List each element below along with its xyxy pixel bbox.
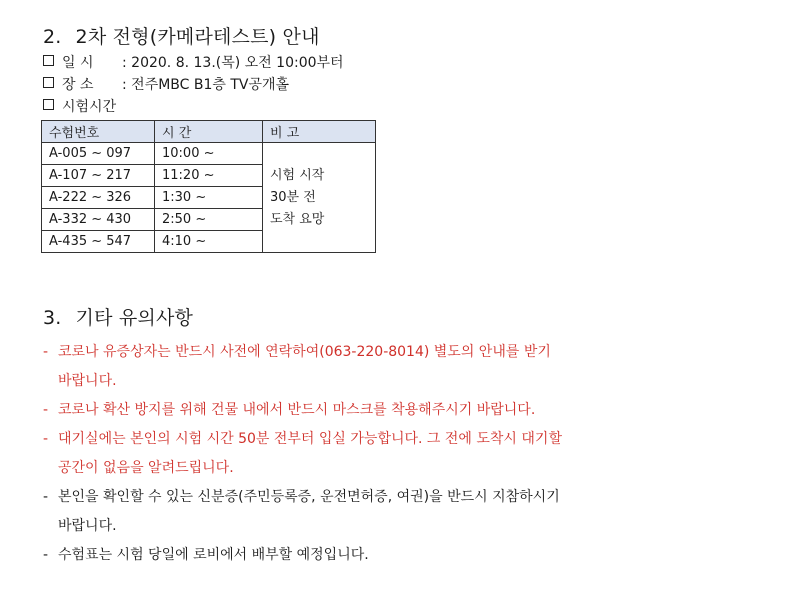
bullet-dash: - — [43, 431, 49, 447]
notice-text: 본인을 확인할 수 있는 신분증(주민등록증, 운전면허증, 여권)을 반드시 지참하시기 — [58, 489, 560, 505]
note-line: 도착 요망 — [270, 211, 325, 227]
id-range-cell: A-435 ~ 547 — [42, 231, 155, 253]
place-label: 장 소 — [62, 77, 94, 93]
id-range-cell: A-005 ~ 097 — [42, 143, 155, 165]
column-header-id: 수험번호 — [42, 121, 155, 143]
section3-heading — [43, 303, 193, 330]
notice-text: 대기실에는 본인의 시험 시간 50분 전부터 입실 가능합니다. 그 전에 도착시 대기할 — [58, 431, 562, 447]
notice-item-4 — [43, 483, 560, 541]
section3-number: 3. — [43, 307, 62, 329]
time-label: 시험시간 — [62, 99, 117, 115]
notice-item-5 — [43, 541, 369, 570]
notice-text-continued: 바랍니다. — [58, 373, 117, 389]
time-cell: 11:20 ~ — [155, 165, 263, 187]
column-header-time: 시 간 — [155, 121, 263, 143]
time-line — [43, 98, 116, 116]
id-range-cell: A-222 ~ 326 — [42, 187, 155, 209]
table-header-row — [42, 121, 376, 143]
date-value: : 2020. 8. 13.(목) 오전 10:00부터 — [122, 55, 344, 71]
notice-text-continued: 바랍니다. — [58, 518, 117, 534]
note-line: 시험 시작 — [270, 167, 325, 183]
table-row — [42, 143, 376, 165]
section2-title: 2차 전형(카메라테스트) 안내 — [75, 26, 320, 48]
section3-title: 기타 유의사항 — [75, 307, 194, 329]
column-header-note: 비 고 — [263, 121, 376, 143]
notice-text: 수험표는 시험 당일에 로비에서 배부할 예정입니다. — [58, 547, 369, 563]
place-value: : 전주MBC B1층 TV공개홀 — [122, 77, 290, 93]
time-cell: 1:30 ~ — [155, 187, 263, 209]
time-cell: 10:00 ~ — [155, 143, 263, 165]
notice-item-3 — [43, 425, 562, 483]
bullet-dash: - — [43, 489, 49, 505]
bullet-dash: - — [43, 402, 49, 418]
note-cell — [263, 143, 376, 253]
date-line — [43, 54, 344, 72]
schedule-table — [41, 120, 376, 253]
date-label: 일 시 — [62, 55, 94, 71]
notice-text: 코로나 유증상자는 반드시 사전에 연락하여(063-220-8014) 별도의 안내를 받기 — [58, 344, 551, 360]
section2-number: 2. — [43, 26, 62, 48]
notice-item-2 — [43, 396, 535, 425]
time-cell: 2:50 ~ — [155, 209, 263, 231]
checkbox-icon — [43, 77, 54, 88]
bullet-dash: - — [43, 344, 49, 360]
checkbox-icon — [43, 55, 54, 66]
time-cell: 4:10 ~ — [155, 231, 263, 253]
id-range-cell: A-332 ~ 430 — [42, 209, 155, 231]
id-range-cell: A-107 ~ 217 — [42, 165, 155, 187]
section2-heading — [43, 22, 320, 49]
notice-item-1 — [43, 338, 551, 396]
notice-text-continued: 공간이 없음을 알려드립니다. — [58, 460, 234, 476]
bullet-dash: - — [43, 547, 49, 563]
note-line: 30분 전 — [270, 189, 316, 205]
checkbox-icon — [43, 99, 54, 110]
notice-text: 코로나 확산 방지를 위해 건물 내에서 반드시 마스크를 착용해주시기 바랍니다. — [58, 402, 536, 418]
place-line — [43, 76, 289, 94]
